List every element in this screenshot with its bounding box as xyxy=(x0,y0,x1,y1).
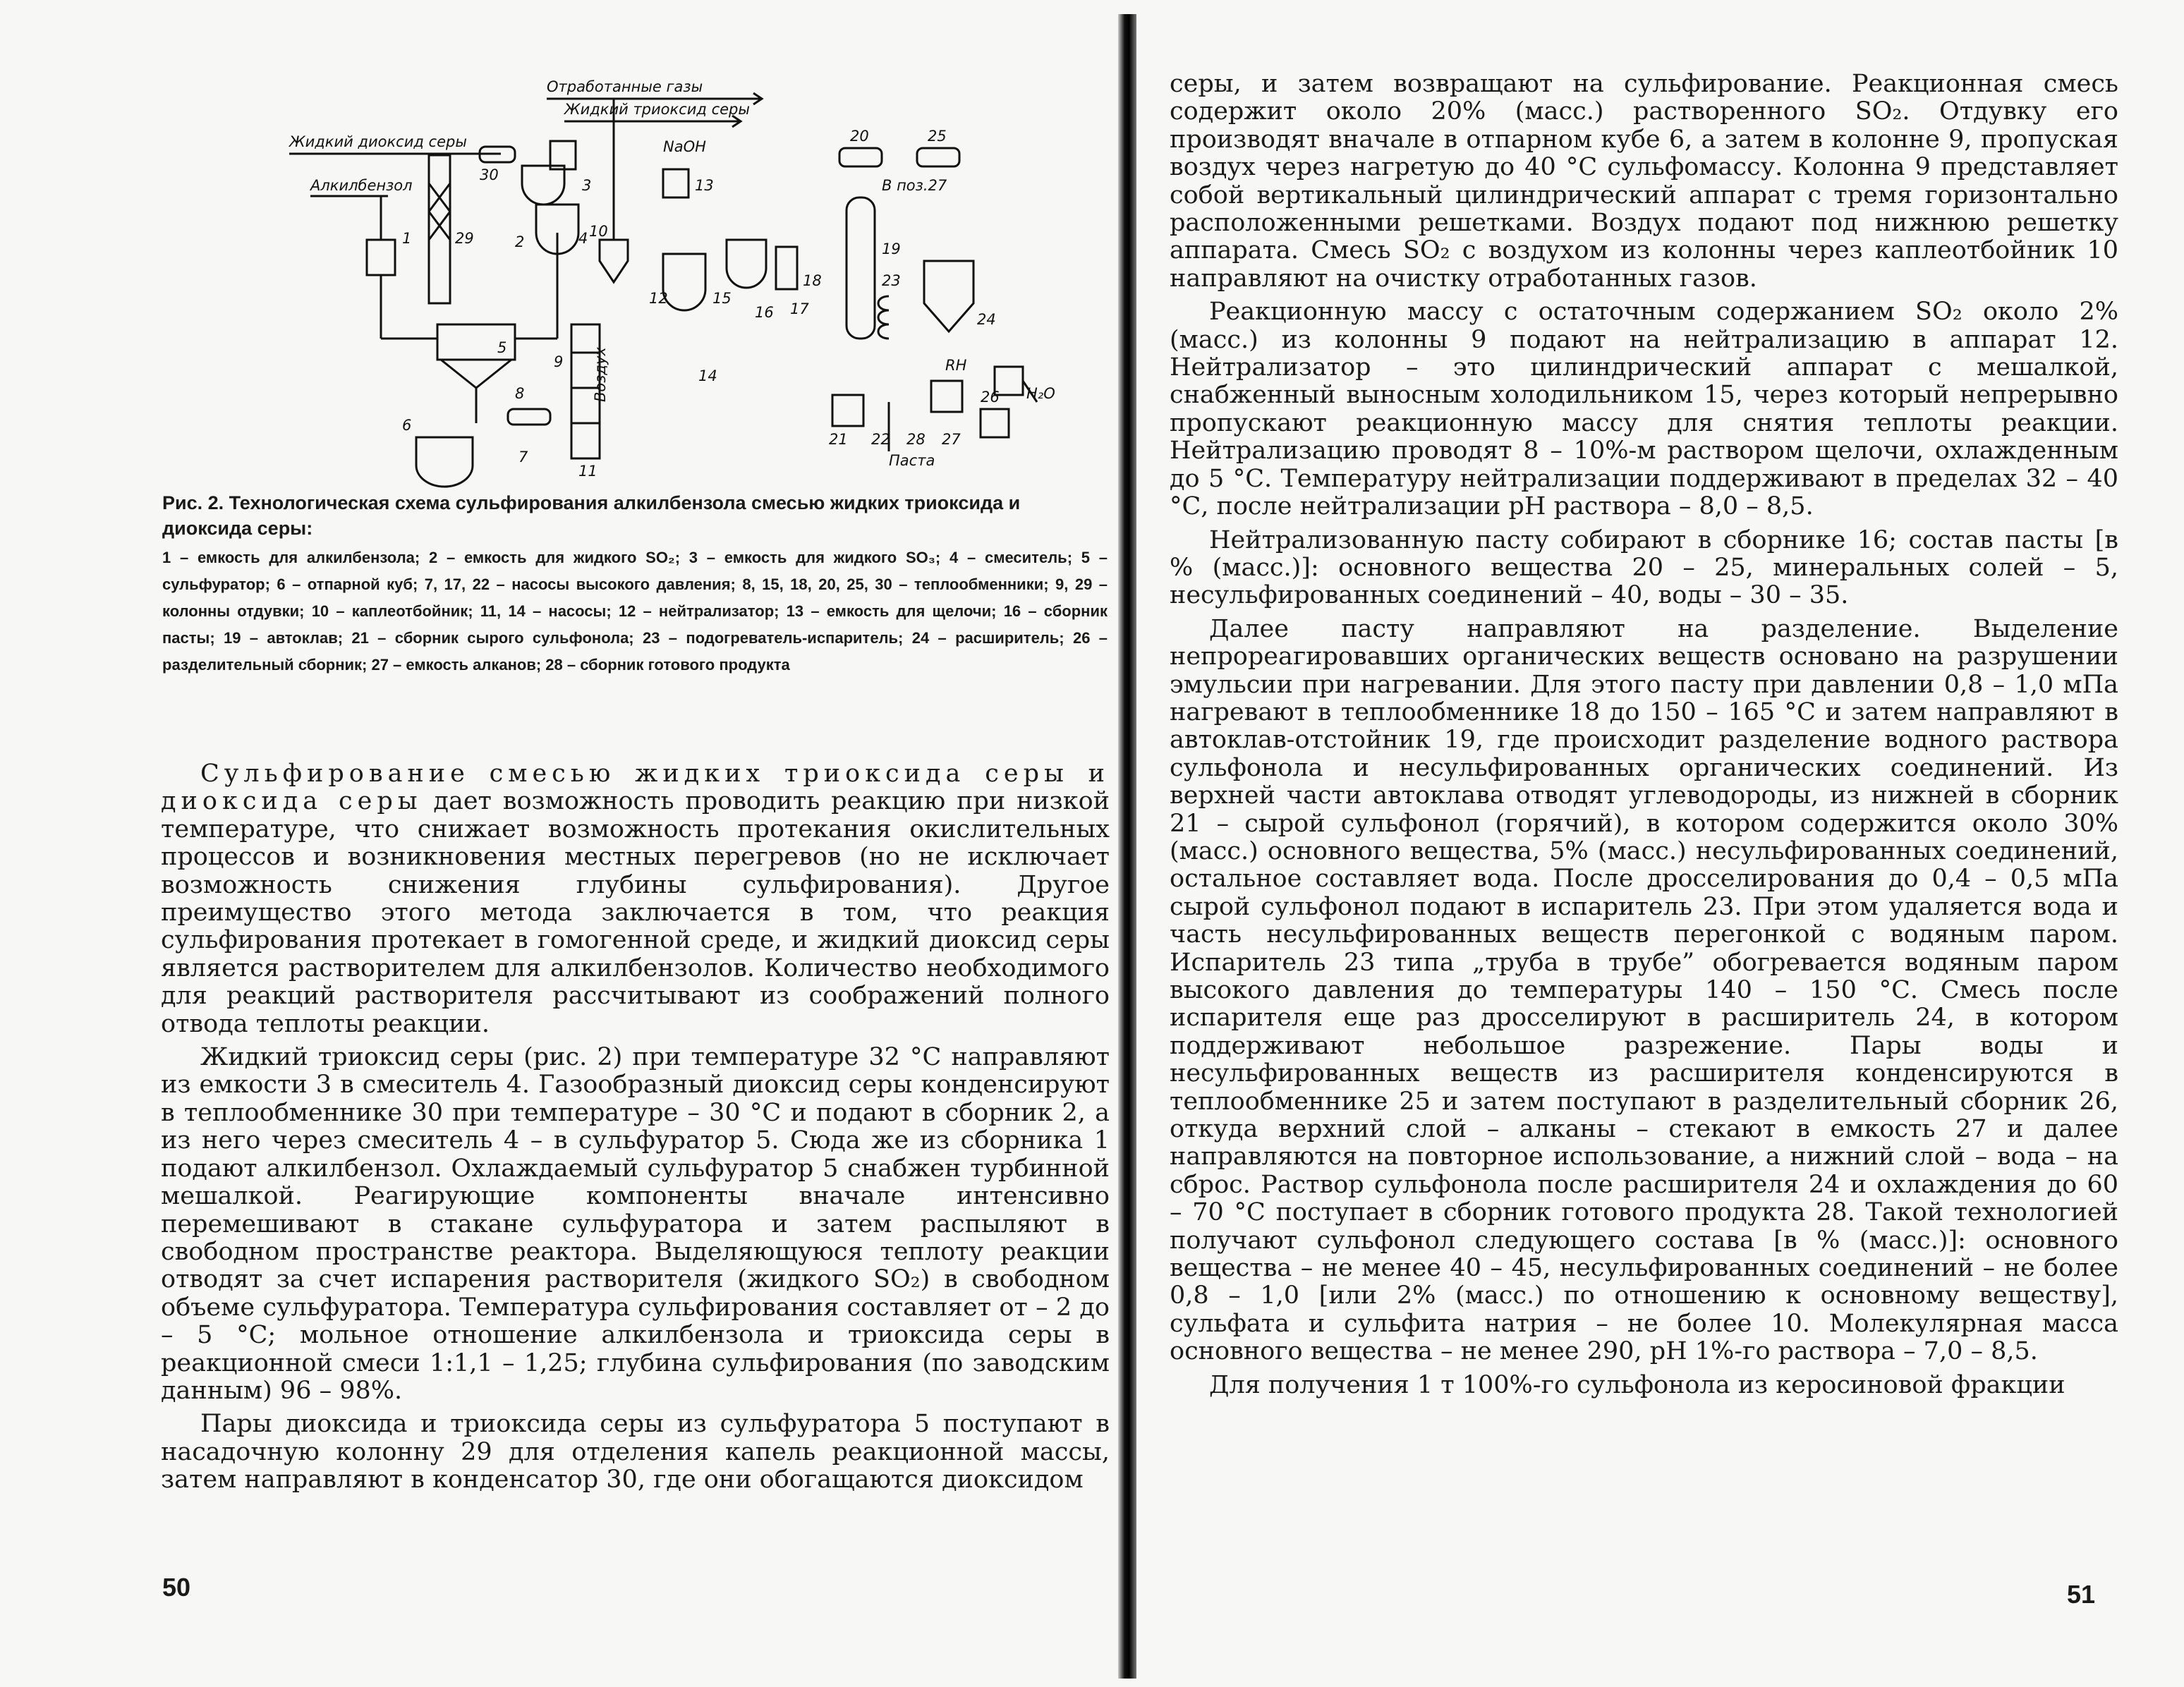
left-body-text xyxy=(161,760,1110,1500)
fig-num-17: 17 xyxy=(790,300,809,317)
fig-num-13: 13 xyxy=(695,177,714,194)
right-page xyxy=(1129,0,2184,1687)
fig-num-30: 30 xyxy=(480,166,499,183)
fig-label-alkylbenzene: Алкилбензол xyxy=(310,177,413,194)
fig-num-1: 1 xyxy=(402,230,412,247)
fig-num-15: 15 xyxy=(712,290,732,307)
left-paragraph-1-rest: дает возможность проводить реакцию при низкой температуре, что снижает возможность протекания окислительных процессов и возникновения местных перегревов (но не исключает возможность снижения глубины сульфирования). Другое преимущество этого метода заключается в том, что реакция сульфирования протекает в гомогенной среде, и жидкий диоксид серы является растворителем для алкилбензолов. Количество необходимого для реакций растворителя рассчитывают из соображений полного отвода теплоты реакции. xyxy=(161,787,1110,1038)
fig-num-9: 9 xyxy=(554,353,564,370)
left-paragraph-2: Жидкий триоксид серы (рис. 2) при температуре 32 °С направляют из емкости 3 в смеситель 4. Газообразный диоксид серы конденсируют в теплообменнике 30 при температуре – 30 °С и подают в сборник 2, а из него через смеситель 4 – в сульфуратор 5. Сюда же из сборника 1 подают алкилбензол. Охлаждаемый сульфуратор 5 снабжен турбинной мешалкой. Реагирующие компоненты вначале интенсивно перемешивают в стакане сульфуратора и затем распыляют в свободном пространстве реактора. Выделяющуюся теплоту реакции отводят за счет испарения растворителя (жидкого SO₂) в свободном объеме сульфуратора. Температура сульфирования составляет от – 2 до – 5 °С; мольное отношение алкилбензола и триоксида серы в реакционной смеси 1:1,1 – 1,25; глубина сульфирования (по заводским данным) 96 – 98%. xyxy=(161,1043,1110,1405)
right-paragraph-2: Реакционную массу с остаточным содержанием SO₂ около 2% (масс.) из колонны 9 подают на нейтрализацию в аппарат 12. Нейтрализатор – это цилиндрический аппарат с мешалкой, снабженный выносным холодильником 15, через который непрерывно пропускают реакционную массу для снятия теплоты реакции. Нейтрализацию проводят 8 – 10%-м раствором щелочи, охлажденным до 5 °С. Температуру нейтрализации поддерживают в пределах 32 – 40 °С, после нейтрализации pH раствора – 8,0 – 8,5. xyxy=(1170,298,2118,521)
fig-num-25: 25 xyxy=(928,128,947,145)
right-paragraph-3: Нейтрализованную пасту собирают в сборнике 16; состав пасты [в % (масс.)]: основного вещества 20 – 25, минеральных солей – 5, несульфированных соединений – 40, воды – 30 – 35. xyxy=(1170,525,2118,610)
fig-label-exhaust: Отработанные газы xyxy=(547,78,703,95)
fig-label-air: Воздух xyxy=(592,347,609,402)
fig-num-2: 2 xyxy=(515,233,525,250)
figure-legend: 1 – емкость для алкилбензола; 2 – емкость для жидкого SO₂; 3 – емкость для жидкого SO₃; 4 – смеситель; 5 – сульфуратор; 6 – отпарной куб; 7, 17, 22 – насосы высокого давления; 8, 15, 18, 20, 25, 30 – теплообменники; 9, 29 – колонны отдувки; 10 – каплеотбойник; 11, 14 – насосы; 12 – нейтрализатор; 13 – емкость для щелочи; 16 – сборник пасты; 19 – автоклав; 21 – сборник сырого сульфонола; 23 – подогреватель-испаритель; 24 – расширитель; 26 – разделительный сборник; 27 – емкость алканов; 28 – сборник готового продукта xyxy=(162,549,1108,674)
fig-num-19: 19 xyxy=(882,240,901,257)
flow-diagram-svg xyxy=(268,71,1055,480)
fig-num-4: 4 xyxy=(578,230,588,247)
page-number-left: 50 xyxy=(162,1573,191,1602)
fig-num-24: 24 xyxy=(977,311,996,328)
fig-label-paste: Паста xyxy=(889,452,935,469)
fig-num-26: 26 xyxy=(981,389,1000,406)
fig-label-to-pos: В поз.27 xyxy=(882,177,947,194)
right-body-text xyxy=(1170,71,2118,1405)
fig-num-11: 11 xyxy=(578,463,597,480)
fig-num-3: 3 xyxy=(582,177,592,194)
fig-num-5: 5 xyxy=(497,339,507,356)
fig-num-8: 8 xyxy=(515,385,525,402)
fig-num-6: 6 xyxy=(402,417,412,434)
page-number-right: 51 xyxy=(2067,1580,2096,1609)
fig-num-16: 16 xyxy=(755,304,774,321)
fig-num-29: 29 xyxy=(455,230,474,247)
fig-num-27: 27 xyxy=(942,431,961,448)
left-paragraph-3: Пары диоксида и триоксида серы из сульфуратора 5 поступают в насадочную колонну 29 для отделения капель реакционной массы, затем направляют в конденсатор 30, где они обогащаются диоксидом xyxy=(161,1410,1110,1494)
right-paragraph-1: серы, и затем возвращают на сульфирование. Реакционная смесь содержит около 20% (масс.) растворенного SO₂. Отдувку его производят вначале в отпарном кубе 6, а затем в колонне 9, пропуская воздух через нагретую до 40 °С сульфомассу. Колонна 9 представляет собой вертикальный цилиндрический аппарат с тремя горизонтально расположенными решетками. Воздух подают под нижнюю решетку аппарата. Смесь SO₂ с воздухом из колонны через каплеотбойник 10 направляют на очистку отработанных газов. xyxy=(1170,70,2118,293)
fig-num-12: 12 xyxy=(649,290,668,307)
process-flow-diagram xyxy=(268,71,1055,480)
fig-label-so2: Жидкий диоксид серы xyxy=(289,133,467,150)
fig-num-21: 21 xyxy=(829,431,848,448)
fig-label-water: H₂O xyxy=(1026,385,1055,402)
right-paragraph-5: Для получения 1 т 100%-го сульфонола из керосиновой фракции xyxy=(1209,1370,2065,1399)
fig-num-7: 7 xyxy=(518,449,528,465)
right-paragraph-4: Далее пасту направляют на разделение. Выделение непрореагировавших органических веществ основано на разрушении эмульсии при нагревании. Для этого пасту при давлении 0,8 – 1,0 мПа нагревают в теплообменнике 18 до 150 – 165 °С и затем направляют в автоклав-отстойник 19, где происходит разделение водного раствора сульфонола и несульфированных органических соединений. Из верхней части автоклава отводят углеводороды, из нижней в сборник 21 – сырой сульфонол (горячий), в котором содержится около 30% (масс.) основного вещества, 5% (масс.) несульфированных соединений, остальное составляет вода. После дросселирования до 0,4 – 0,5 мПа сырой сульфонол подают в испаритель 23. При этом удаляется вода и часть несульфированных веществ перегонкой с водяным паром. Испаритель 23 типа „труба в трубе” обогревается водяным паром высокого давления до температуры 140 – 150 °С. Смесь после испарителя еще раз дросселируют в расширитель 24, в котором поддерживают небольшое разрежение. Пары воды и несульфированных веществ из расширителя конденсируются в теплообменнике 25 и затем поступают в разделительный сборник 26, откуда верхний слой – алканы – стекают в емкость 27 и далее направляются на повторное использование, а нижний слой – вода – на сброс. Раствор сульфонола после расширителя 24 и охлаждения до 60 – 70 °С поступает в сборник готового продукта 28. Такой технологией получают сульфонол следующего состава [в % (масс.)]: основного вещества – не менее 40 – 45, несульфированных соединений – не более 0,8 – 1,0 [или 2% (масс.) по отношению к основному веществу], сульфата и сульфита натрия – не более 10. Молекулярная масса основного вещества – не менее 290, pH 1%-го раствора – 7,0 – 8,5. xyxy=(1170,614,2118,1366)
fig-label-so3: Жидкий триоксид серы xyxy=(564,101,750,118)
fig-num-14: 14 xyxy=(698,367,717,384)
fig-num-23: 23 xyxy=(882,272,901,289)
fig-num-18: 18 xyxy=(803,272,822,289)
fig-num-10: 10 xyxy=(589,223,608,240)
left-paragraph-1 xyxy=(161,760,1110,1038)
figure-caption: Рис. 2. Технологическая схема сульфирования алкилбензола смесью жидких триоксида и диоксида серы: xyxy=(162,492,1021,539)
fig-num-28: 28 xyxy=(906,431,926,448)
fig-num-22: 22 xyxy=(871,431,890,448)
fig-num-20: 20 xyxy=(850,128,869,145)
fig-label-rh: RH xyxy=(945,357,967,374)
fig-label-naoh: NaOH xyxy=(663,138,706,155)
spaced-heading: Сульфирование смесью жидких триоксида серы и диоксида серы xyxy=(161,760,1110,816)
